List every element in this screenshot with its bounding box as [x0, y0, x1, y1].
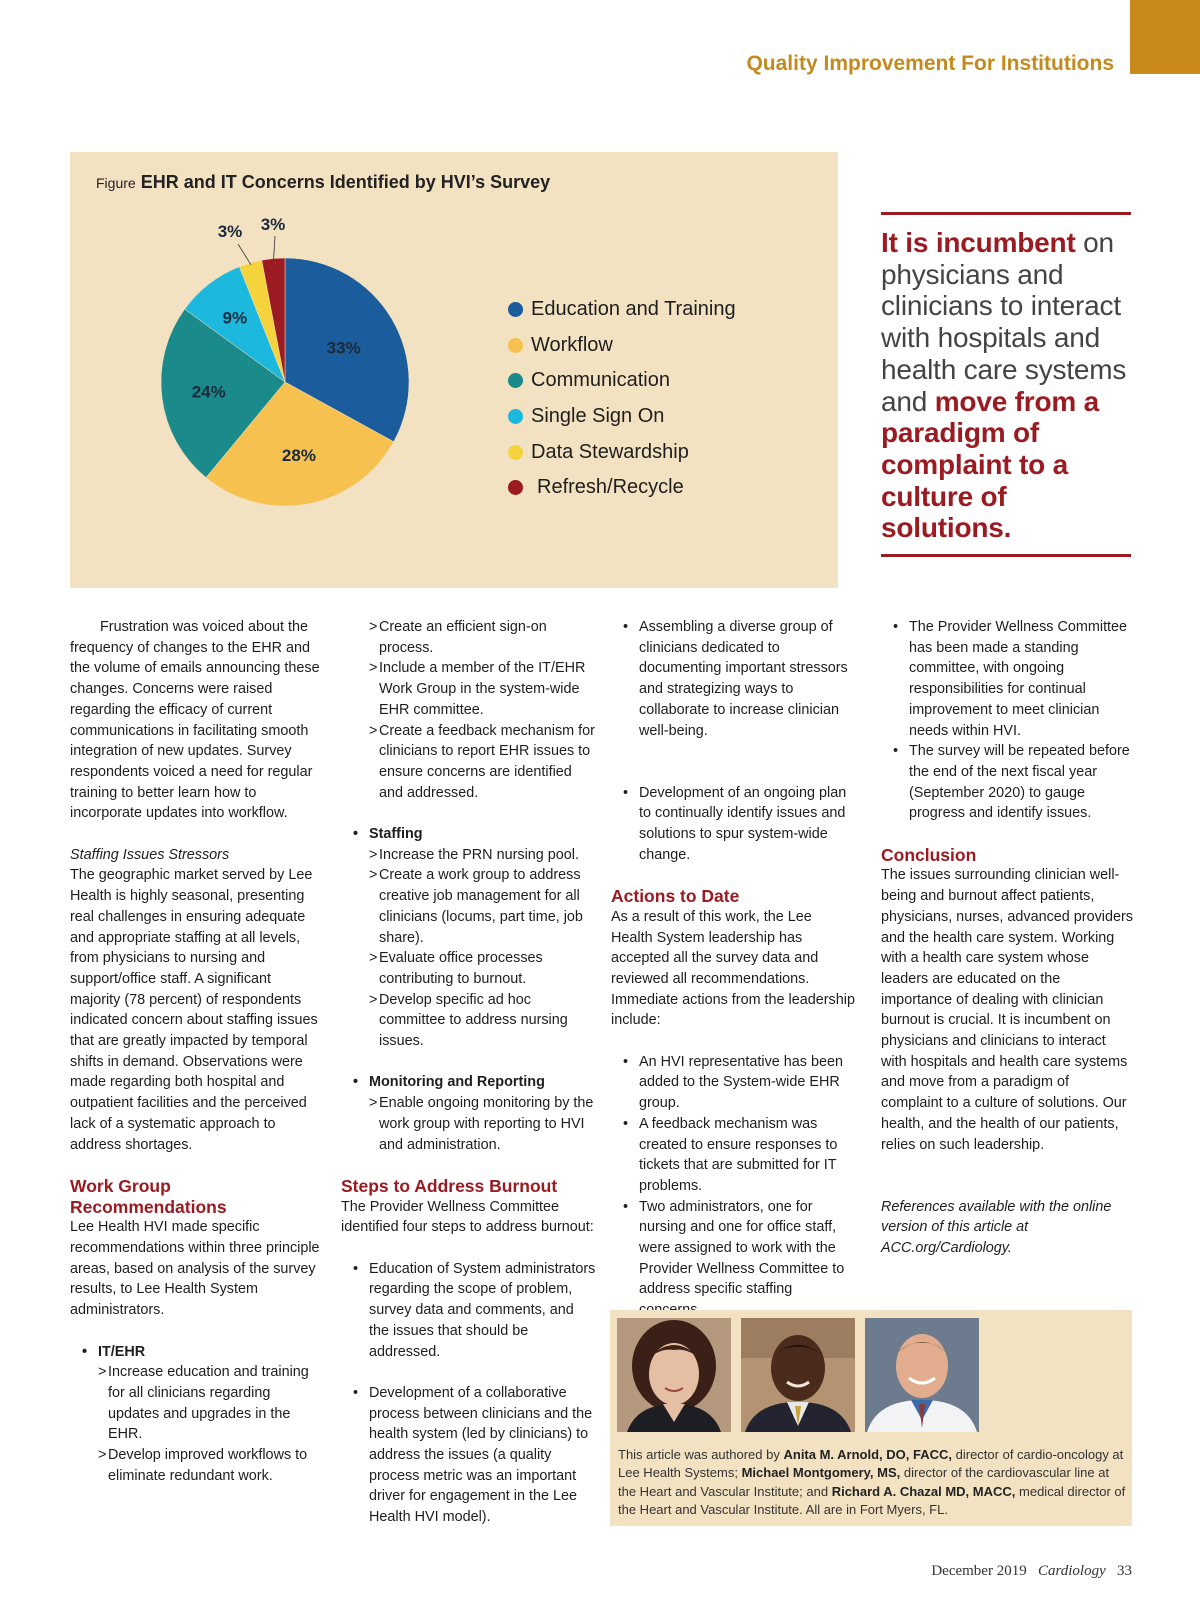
column-1	[70, 617, 322, 1486]
list-item: > Create an efficient sign-on process.	[369, 619, 547, 656]
legend-item	[508, 399, 736, 435]
subheading-staffing-stressors: Staffing Issues Stressors	[70, 846, 230, 863]
pie-data-label: 33%	[326, 338, 361, 358]
author-name: Richard A. Chazal MD, MACC,	[831, 1483, 1016, 1499]
footer-date: December 2019	[931, 1563, 1027, 1579]
list-item: • The Provider Wellness Committee has been made a standing committee, with ongoing responsibilities for continual improvement to meet clinician needs within HVI.	[881, 617, 1133, 741]
list-item: • Education of System administrators regarding the scope of problem, survey data and comments, and the issues that should be addressed.	[341, 1259, 596, 1363]
footer-magazine: Cardiology	[1037, 1563, 1106, 1579]
legend-item	[508, 470, 736, 506]
list-item: > Create a work group to address creative job management for all clinicians (locums, part time, job share).	[369, 867, 583, 946]
list-item: > Include a member of the IT/EHR Work Group in the system-wide EHR committee.	[369, 660, 586, 718]
heading-conclusion: Conclusion	[881, 844, 977, 865]
bullet-monitoring: • Monitoring and Reporting	[341, 1072, 596, 1093]
chart-legend	[508, 292, 736, 506]
legend-swatch	[508, 338, 523, 353]
list-item: • A feedback mechanism was created to ensure responses to tickets that are submitted for IT problems.	[611, 1114, 856, 1197]
author-name: Michael Montgomery, MS,	[741, 1465, 901, 1481]
references-note: References available with the online version of this article at ACC.org/Cardiology.	[881, 1198, 1112, 1257]
pie-data-label: 28%	[281, 446, 316, 466]
bullet-it-ehr: • IT/EHR	[70, 1342, 322, 1363]
legend-item	[508, 328, 736, 364]
column-3	[611, 617, 856, 1321]
paragraph: Frustration was voiced about the frequency of changes to the EHR and the volume of emails announcing these changes. Concerns were raised regarding the efficacy of current communications in facilitating smooth integration of new updates. Survey respondents voiced a need for regular training to better learn how to incorporate updates into workflow.	[70, 619, 320, 822]
paragraph: As a result of this work, the Lee Health System leadership has accepted all the survey data and reviewed all recommendations. Immediate actions from the leadership include:	[611, 908, 855, 1029]
page-footer	[880, 1563, 1132, 1580]
list-item: • Development of a collaborative process between clinicians and the health system (led by clinicians) to address the issues (a quality process metric was an important driver for engagement in the Lee Health HVI model).	[341, 1383, 596, 1528]
heading-actions: Actions to Date	[611, 886, 740, 907]
legend-label: Workflow	[531, 333, 613, 356]
legend-label: Single Sign On	[531, 405, 665, 428]
list-item: > Develop specific ad hoc committee to address nursing issues.	[369, 991, 568, 1050]
leader-line	[238, 244, 251, 265]
legend-swatch	[508, 480, 523, 495]
list-item: • Two administrators, one for nursing and one for office staff, were assigned to work with the Provider Wellness Committee to address specific staffing	[611, 1197, 856, 1321]
figure-caption-prefix: Figure	[96, 175, 136, 191]
pull-quote-lead: It is incumbent	[881, 227, 1076, 258]
legend-label: Refresh/Recycle	[537, 476, 684, 499]
list-item: > Create a feedback mechanism for clinicians to report EHR issues to ensure concerns are identified and addressed.	[369, 722, 595, 801]
legend-label: Communication	[531, 369, 670, 392]
bullet-staffing: • Staffing	[341, 824, 596, 845]
legend-item	[508, 292, 736, 328]
author-photo-montgomery	[741, 1318, 855, 1432]
legend-item	[508, 363, 736, 399]
leader-line	[274, 236, 275, 261]
pull-quote	[881, 212, 1131, 557]
pull-quote-body: on physicians and clinicians to interact with hospitals and health care systems and	[881, 227, 1127, 417]
legend-label: Data Stewardship	[531, 440, 689, 463]
list-item: > Increase education and training for all clinicians regarding updates and upgrades in the EHR.	[98, 1364, 309, 1443]
author-name: Anita M. Arnold, DO, FACC,	[783, 1447, 952, 1462]
legend-swatch	[508, 373, 523, 388]
page-number: 33	[1117, 1563, 1132, 1579]
paragraph: Lee Health HVI made specific recommendations within three principle areas, based on analysis of the survey results, to Lee Health System administrators.	[70, 1219, 320, 1319]
corner-tab	[1130, 0, 1200, 74]
legend-swatch	[508, 302, 523, 317]
list-item: • The survey will be repeated before the end of the next fiscal year (September 2020) to gauge progress and identify issues.	[881, 741, 1133, 824]
author-bio: This article was authored by Anita M. Arnold, DO, FACC, director of cardio-oncology at Lee Health Systems; Michael Montgomery, MS, director of the cardiovascular line at the Heart and Vascular Institute; and Richard A. Chazal MD, MACC, medical director of the Heart and Vascular Institute. All are in Fort Myers, FL.	[618, 1447, 1126, 1518]
heading-work-group: Work Group Recommendations	[70, 1175, 227, 1217]
author-photo-arnold	[617, 1318, 731, 1432]
figure-caption-title: EHR and IT Concerns Identified by HVI’s Survey	[140, 172, 551, 192]
legend-item	[508, 434, 736, 470]
author-photo-chazal	[865, 1318, 979, 1432]
list-item: • Development of an ongoing plan to continually identify issues and solutions to spur system-wide change.	[611, 783, 856, 866]
paragraph: The geographic market served by Lee Health is highly seasonal, presenting real challenges in ensuring adequate and appropriate staffing at all levels, from physicians to nursing and support/office staff. A significant majority (78 percent) of respondents indicated concern about staffing issues that are greatly impacted by temporal shifts in demand. Observations were made regarding both hospital and outpatient facilities and the perceived lack of a systematic approach to address shortages.	[70, 867, 318, 1153]
list-item: > Evaluate office processes contributing to burnout.	[369, 950, 543, 987]
heading-steps-burnout: Steps to Address Burnout	[341, 1175, 558, 1196]
pie-data-label: 3%	[217, 222, 243, 241]
legend-swatch	[508, 445, 523, 460]
legend-swatch	[508, 409, 523, 424]
paragraph: The Provider Wellness Committee identified four steps to address burnout:	[341, 1198, 594, 1236]
list-item: • An HVI representative has been added to the System-wide EHR group.	[611, 1052, 856, 1114]
legend-label: Education and Training	[531, 298, 736, 321]
list-item: • Assembling a diverse group of clinicians dedicated to documenting important stressors and strategizing ways to collaborate to increase clinician well-being.	[611, 617, 856, 741]
pie-data-label: 9%	[222, 308, 248, 328]
column-4	[881, 617, 1133, 1259]
paragraph: The issues surrounding clinician well-being and burnout affect patients, physicians, nurses, advanced providers and the health care system. Working with a health care system whose leaders are educated on the importance of dealing with clinician burnout is crucial. It is incumbent on physicians and clinicians to interact with hospitals and health care systems and move from a paradigm of complaint to a culture of solutions. Our health, and the health of our patients, relies on such leadership.	[881, 867, 1133, 1153]
column-2	[341, 617, 596, 1528]
section-title: Quality Improvement For Institutions	[746, 52, 1114, 75]
list-item: > Increase the PRN nursing pool.	[369, 846, 579, 863]
list-item: > Develop improved workflows to eliminate redundant work.	[98, 1447, 308, 1484]
list-item: > Enable ongoing monitoring by the work group with reporting to HVI and administration.	[369, 1095, 594, 1153]
pie-data-label: 3%	[260, 215, 286, 234]
pie-data-label: 24%	[191, 382, 226, 402]
pull-quote-emphasis: move from a paradigm of complaint to a culture of solutions.	[881, 385, 1100, 544]
